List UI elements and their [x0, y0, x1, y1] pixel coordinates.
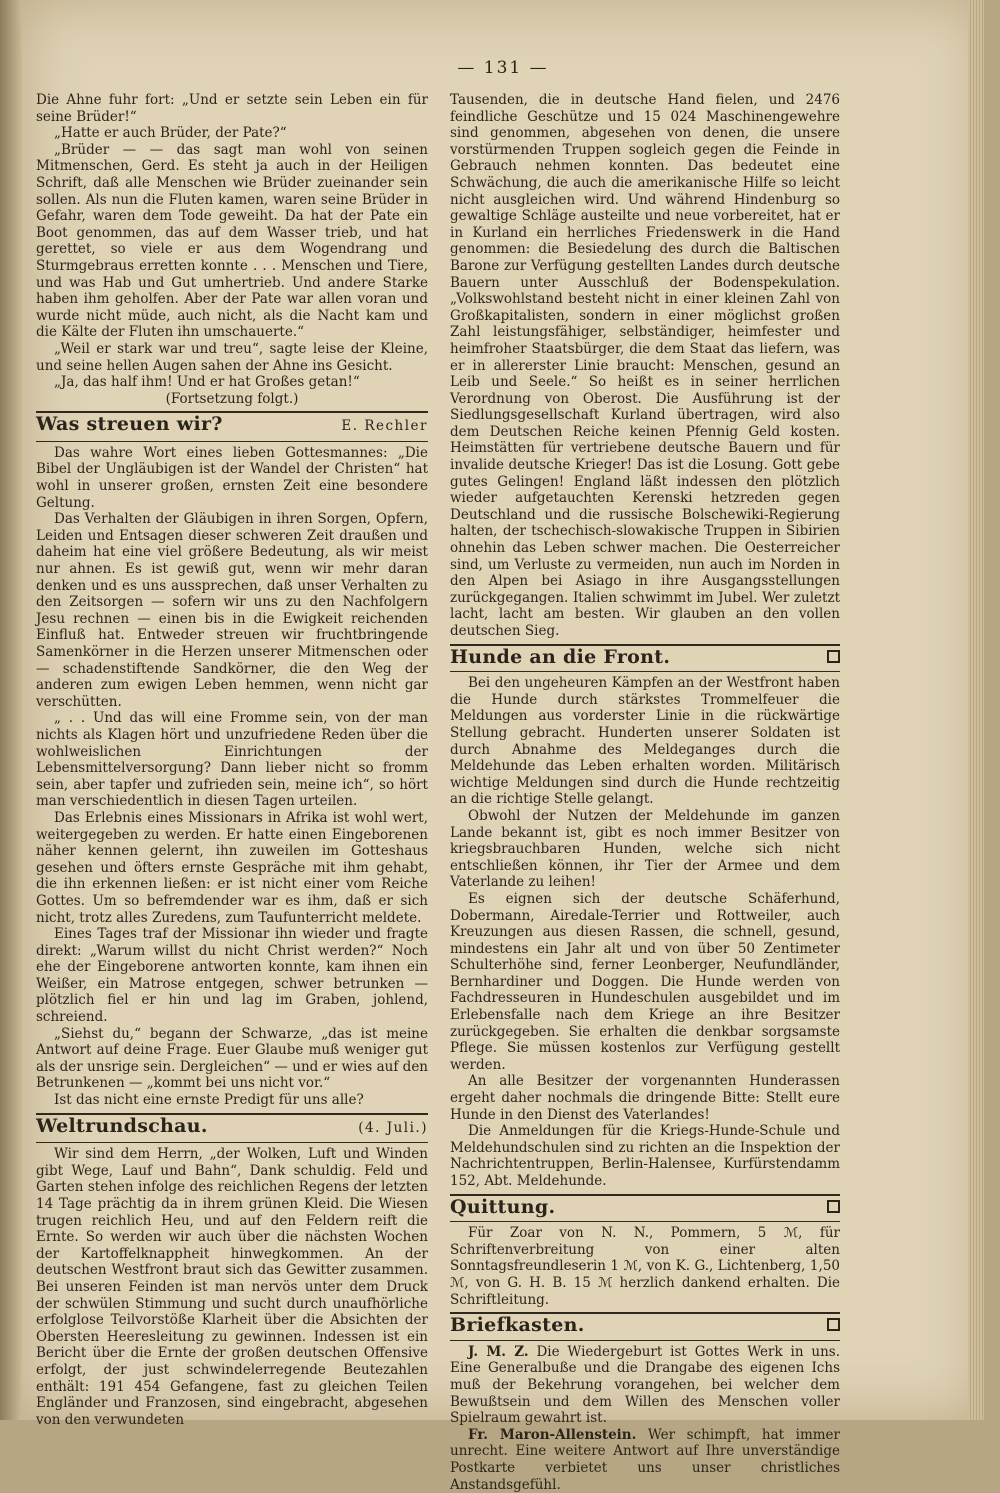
article-paragraph: „ . . Und das will eine Fromme sein, von der man nichts als Klagen hört und unzufriedene Reden über die wohlweislichen Einrichtungen der Lebensmittelversorgung? Dann lieber nicht so fromm sein, aber tapfer und zufrieden sein, meine ich“, so hört man verschiedentlich in diesen Tagen urteilen.: [36, 710, 428, 810]
story-paragraph: „Hatte er auch Brüder, der Pate?“: [54, 125, 287, 142]
article-header: [36, 1114, 428, 1137]
letter-recipient: Fr. Maron-Allenstein.: [468, 1426, 637, 1443]
article-title: Quittung.: [450, 1195, 556, 1218]
article-continuation: Tausenden, die in deutsche Hand fielen, und 2476 feindliche Geschütze und 15 024 Maschinengewehre sind genommen, abgesehen von denen, die unsere vorstürmenden Truppen sogleich gegen die Feinde in Gebrauch nehmen konnten. Das bedeutet eine Schwächung, die auch die amerikanische Hilfe so leicht nicht ausgleichen wird. Und während Hindenburg so gewaltige Schläge austeilte und neue vorbereitet, hat er in Kurland ein herrliches Friedenswerk in die Hand genommen: die Besiedelung des durch die Baltischen Barone zur Verfügung gestellten Landes durch deutsche Bauern unter Ausschluß der Bodenspekulation. „Volkswohlstand besteht nicht in einer kleinen Zahl von Großkapitalisten, sondern in einer möglichst großen Zahl leistungsfähiger, selbständiger, heimfester und heimfroher Staatsbürger, die dem Staat das liefern, was er in allererster Linie braucht: Menschen, gesund an Leib und Seele.“ So heißt es in seiner herrlichen Verordnung von Oberost. Die Ausführung ist der Siedlungsgesellschaft Kurland übertragen, wird also dem Deutschen Reiche keinen Pfennig Geld kosten. Heimstätten für vertriebene deutsche Bauern und für invalide deutsche Krieger! Das ist die Losung. Gott gebe gutes Gelingen! England läßt indessen den plötzlich wieder aufgetauchten Kerenski hetzreden gegen Deutschland und die russische Bolschewiki-Regierung halten, der tschechisch-slowakische Truppen in Sibirien ohnehin das Leben schwer machen. Die Oesterreicher sind, um Verluste zu vermeiden, nun auch im Norden in den Alpen bei Asiago in ihre Ausgangsstellungen zurückgegangen. Italien schwimmt im Jubel. Wer zuletzt lacht, lacht am besten. Wir glauben an den vollen deutschen Sieg.: [450, 92, 840, 639]
article-paragraph: Für Zoar von N. N., Pommern, 5 ℳ, für Schriftenverbreitung von einer alten Sonntagsfreundleserin 1 ℳ, von K. G., Lichtenberg, 1,50 ℳ, von G. H. B. 15 ℳ herzlich dankend erhalten. Die Schriftleitung.: [450, 1225, 840, 1308]
newspaper-page: [22, 0, 984, 1493]
article-paragraph: Die Anmeldungen für die Kriegs-Hunde-Schule und Meldehundschulen sind zu richten an die Inspektion der Nachrichtentruppen, Berlin-Halensee, Kurfürstendamm 152, Abt. Meldehunde.: [450, 1123, 840, 1189]
page-number: — 131 —: [457, 58, 549, 78]
story-paragraph: „Ja, das half ihm! Und er hat Großes getan!“: [54, 374, 360, 391]
article-paragraph: Wir sind dem Herrn, „der Wolken, Luft und Winden gibt Wege, Lauf und Bahn“, Dank schuldig. Feld und Garten stehen infolge des reichlichen Regens der letzten 14 Tage prächtig da in ihrem grünen Kleid. Die Wiesen trugen reichlich Heu, und auf den Feldern reift die Ernte. So werden wir auch über die nächsten Wochen der Kartoffelknappheit hinwegkommen. An der deutschen Westfront braut sich das Gewitter zusammen. Bei unseren Feinden ist man nervös unter dem Druck der schwülen Stimmung und sucht durch unaufhörliche erfolglose Teilvorstöße Klarheit über die Absichten der Obersten Heeresleitung zu gewinnen. Indessen ist ein Bericht über die Ernte der großen deutschen Offensive erfolgt, der just schwindelerregende Beutezahlen enthält: 191 454 Gefangene, fast zu gleichen Teilen Engländer und Franzosen, sind eingebracht, abgesehen von den verwundeten: [36, 1146, 428, 1428]
article-paragraph: Ist das nicht eine ernste Predigt für uns alle?: [54, 1092, 364, 1109]
letter-text: Wer schimpft, hat immer unrecht. Eine weitere Antwort auf Ihre unverständige Postkarte verbietet uns unser christliches Anstandsgefühl.: [450, 1426, 841, 1493]
left-column: [36, 92, 428, 1428]
article-paragraph: Das wahre Wort eines lieben Gottesmannes: „Die Bibel der Ungläubigen ist der Wandel der Christen“ hat wohl in unserer großen, ernsten Zeit eine besondere Geltung.: [36, 444, 428, 511]
article-paragraph: Bei den ungeheuren Kämpfen an der Westfront haben die Hunde durch stärkstes Trommelfeuer die Meldungen aus vorderster Linie in die rückwärtige Stellung gebracht. Hunderten unserer Soldaten ist durch Abnahme des Meldeganges durch die Meldehunde das Leben erhalten worden. Militärisch wichtige Meldungen sind durch die Hunde rechtzeitig an die richtige Stelle gelangt.: [450, 675, 840, 808]
article-paragraph: „Siehst du,“ begann der Schwarze, „das ist meine Antwort auf deine Frage. Euer Glaube muß weniger gut als der unsrige sein. Dergleichen“ — und er wies auf den Betrunkenen — „kommt bei uns nicht vor.“: [36, 1025, 428, 1092]
article-title: Was streuen wir?: [36, 413, 223, 436]
story-paragraph: Die Ahne fuhr fort: „Und er setzte sein Leben ein für seine Brüder!“: [36, 92, 428, 125]
article-title: Briefkasten.: [450, 1314, 585, 1337]
article-header: [450, 645, 840, 668]
square-ornament-icon: [827, 1318, 840, 1331]
book-gutter: [0, 0, 22, 1420]
article-paragraph: An alle Besitzer der vorgenannten Hunderassen ergeht daher nochmals die dringende Bitte: Stellt eure Hunde in den Dienst des Vaterlandes!: [450, 1073, 840, 1123]
story-paragraph: „Weil er stark war und treu“, sagte leise der Kleine, und seine hellen Augen sahen der Ahne ins Gesicht.: [36, 340, 428, 374]
square-ornament-icon: [827, 1200, 840, 1213]
letter-entry: [450, 1427, 840, 1493]
article-header: [36, 413, 428, 436]
article-paragraph: Das Verhalten der Gläubigen in ihren Sorgen, Opfern, Leiden und Entsagen dieser schweren Zeit draußen und daheim hat eine viel größere Bedeutung, als wir meist nur ahnen. Es ist gewiß gut, wenn wir mehr daran denken und es uns aussprechen, daß unser Verhalten zu den Zeitsorgen — sofern wir uns zu den Nachfolgern Jesu rechnen — einen bis in die Ewigkeit reichenden Einfluß hat. Entweder streuen wir fruchtbringende Samenkörner in die Herzen unserer Mitmenschen oder — schadenstiftende Sandkörner, die den Weg der anderen zum ewigen Leben hemmen, wenn nicht gar verschütten.: [36, 511, 428, 710]
page-edge: [968, 0, 984, 1420]
article-title: Hunde an die Front.: [450, 645, 671, 668]
article-header: [450, 1314, 840, 1337]
story-paragraph: „Brüder — — das sagt man wohl von seinen Mitmenschen, Gerd. Es steht ja auch in der Heiligen Schrift, daß alle Menschen wie Brüder zueinander sein sollen. Als nun die Fluten kamen, waren seine Brüder in Gefahr, waren dem Tode geweiht. Da hat der Pate ein Boot genommen, das auf dem Wasser trieb, und hat gerettet, so viele er aus dem Wogendrang und Sturmgebraus erretten konnte . . . Menschen und Tiere, und was Hab und Gut umhertrieb. Und andere Starke haben ihm geholfen. Aber der Pate war allen voran und wurde nicht müde, auch nicht, als die Nacht kam und die Kälte der Fluten ihn umschauerte.“: [36, 141, 428, 341]
article-paragraph: Eines Tages traf der Missionar ihn wieder und fragte direkt: „Warum willst du nicht Christ werden?“ Noch ehe der Eingeborene antworten konnte, kam ihnen ein Weißer, ein Matrose entgegen, schwer betrunken — plötzlich fiel er hin und lag im Graben, johlend, schreiend.: [36, 926, 428, 1026]
title-underline: [36, 1142, 428, 1143]
letter-text: Die Wiedergeburt ist Gottes Werk in uns. Eine Generalbuße und die Drangabe des eigenen Ichs muß der Bekehrung vorangehen, bei welcher dem Bewußtsein und dem Willen des Menschen voller Spielraum gewahrt ist.: [450, 1343, 841, 1427]
letter-entry: [450, 1344, 840, 1427]
story-continuation: [36, 92, 428, 407]
article-paragraph: Es eignen sich der deutsche Schäferhund, Dobermann, Airedale-Terrier und Rottweiler, auch Kreuzungen aus diesen Rassen, die schnell, gesund, mindestens ein Jahr alt und von über 50 Zentimeter Schulterhöhe sind, ferner Leonberger, Neufundländer, Bernhardiner und Doggen. Die Hunde werden von Fachdresseuren in Hundeschulen ausgebildet und im Erlebensfalle nach dem Kriege an ihre Besitzer zurückgegeben. Sie erhalten die denkbar sorgsamste Pflege. Sie müssen kostenlos zur Verfügung gestellt werden.: [450, 890, 840, 1073]
continued-note: (Fortsetzung folgt.): [165, 390, 299, 407]
article-author: E. Rechler: [341, 418, 428, 435]
article-header: [450, 1195, 840, 1218]
article-paragraph: Das Erlebnis eines Missionars in Afrika ist wohl wert, weitergegeben zu werden. Er hatte einen Eingeborenen näher kennen gelernt, ihn zuweilen im Gotteshaus gesehen und öfters ernste Gespräche mit ihm gehabt, die ihn erkennen ließen: er ist nicht einer vom Reiche Gottes. Um so befremdender war es ihm, daß er sich nicht, trotz alles Zuredens, zum Taufunterricht meldete.: [36, 809, 428, 926]
title-underline: [36, 441, 428, 442]
title-underline: [450, 1221, 840, 1222]
article-title: Weltrundschau.: [36, 1114, 208, 1137]
title-underline: [450, 1340, 840, 1341]
letter-recipient: J. M. Z.: [468, 1343, 529, 1360]
square-ornament-icon: [827, 650, 840, 663]
right-column: [450, 92, 840, 1493]
title-underline: [450, 671, 840, 672]
article-paragraph: Obwohl der Nutzen der Meldehunde im ganzen Lande bekannt ist, gibt es noch immer Besitzer von kriegsbrauchbaren Hunden, welche sich nicht entschließen können, ihr Tier der Armee und dem Vaterlande zu leihen!: [450, 807, 840, 891]
article-date: (4. Juli.): [358, 1119, 428, 1136]
